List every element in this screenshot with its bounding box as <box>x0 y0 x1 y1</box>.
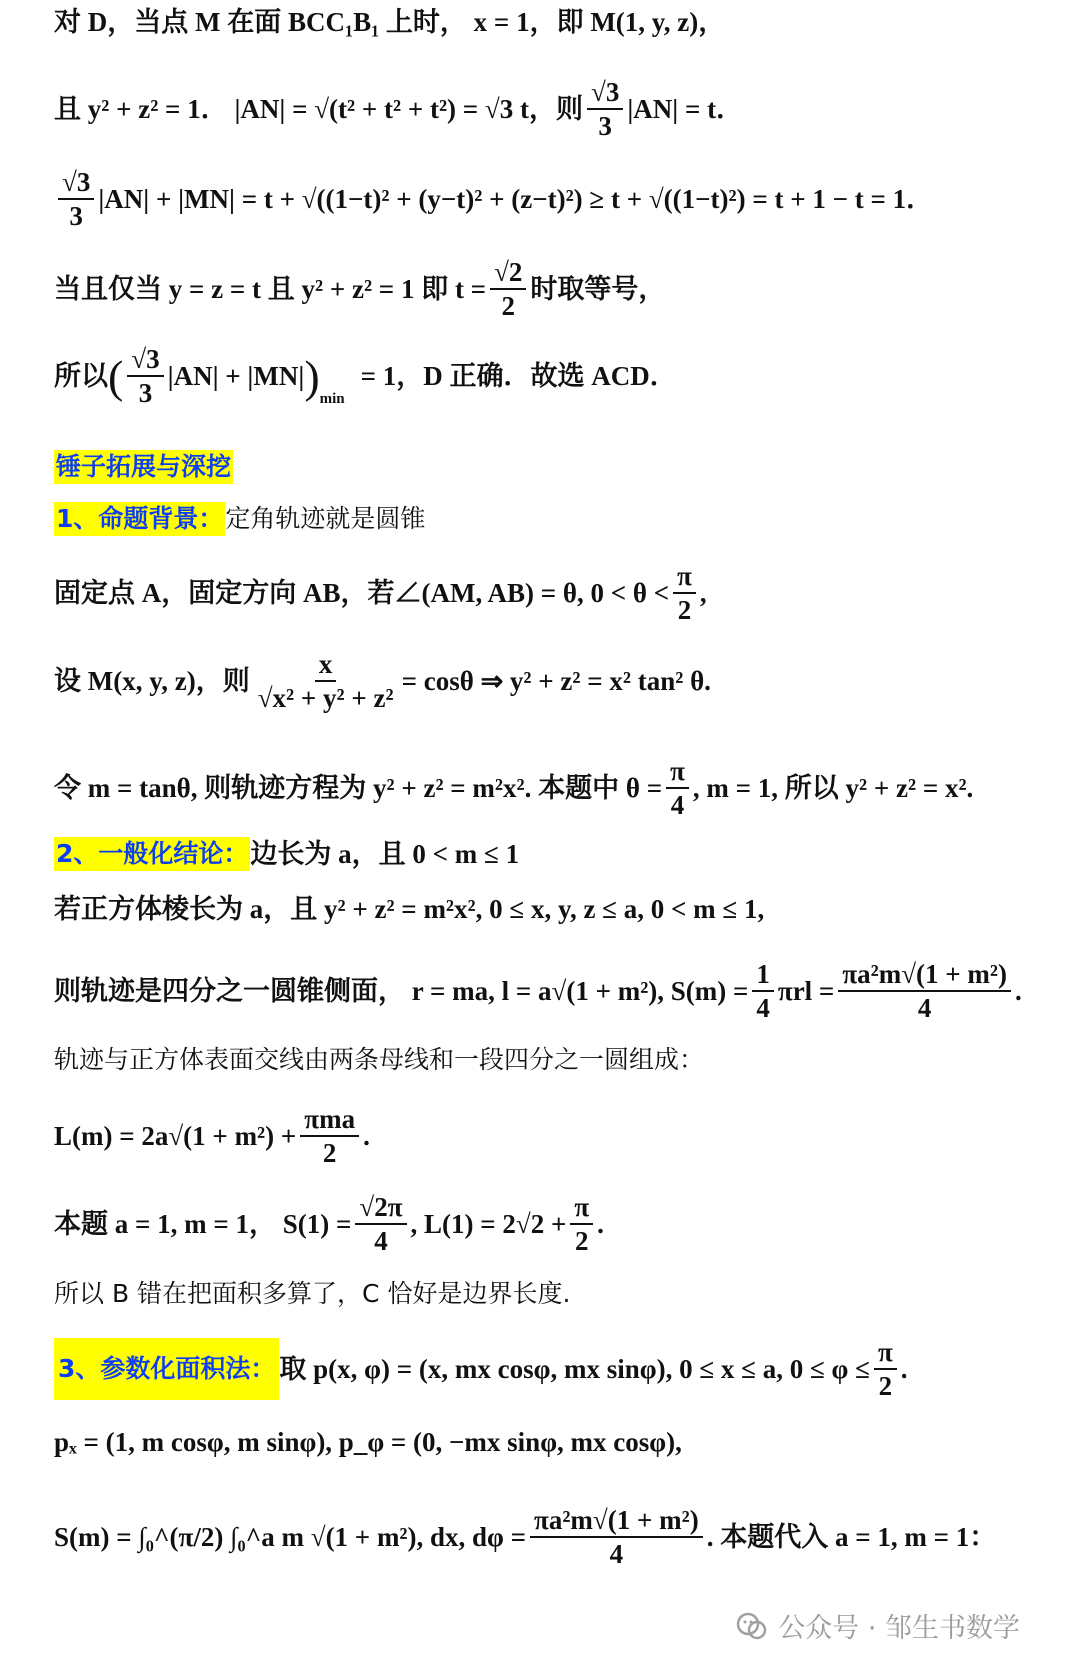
fraction-pima-over-2: $\frac{\text{πma}}{2}$ <box>300 1105 359 1168</box>
text-line-14: L(m) = 2a√(1 + m²) + $\frac{\text{πma}}{2}$ . <box>54 1104 370 1169</box>
heading-3-row: 3、参数化面积法： 取 p(x, φ) = (x, mx cosφ, mx sinφ), 0 ≤ x ≤ a, 0 ≤ φ ≤ $\frac{\pi}{2}$ . <box>54 1338 908 1401</box>
heading-3-text: 取 p(x, φ) = (x, mx cosφ, mx sinφ), 0 ≤ x ≤ a, 0 ≤ φ ≤ <box>279 1354 870 1385</box>
heading-3-label: 3、参数化面积法： <box>54 1338 279 1400</box>
text-line-3 <box>54 168 933 231</box>
inequality-chain: |AN| + |MN| = t + √((1−t)² + (y−t)² + (z−t)²) ≥ t + √((1−t)²) = t + 1 − t = 1． <box>98 184 934 215</box>
text-line-12: 则轨迹是四分之一圆锥侧面， r = ma, l = a√(1 + m²), S(m) = $\frac{1}{4}$ πrl = $\frac{\text{πa²m√(1 + m²)}}{4}$ . <box>54 959 1022 1024</box>
watermark <box>734 1606 1020 1645</box>
section-title: 锤子拓展与深挖 <box>54 450 233 484</box>
text-line-18: pₓ = (1, m cosφ, m sinφ), p_φ = (0, −mx sinφ, mx cosφ), <box>54 1427 682 1457</box>
heading-2-row <box>54 837 519 871</box>
min-subscript: min <box>319 390 345 407</box>
wechat-icon <box>734 1608 770 1644</box>
text-line-1 <box>54 6 725 38</box>
text-line-9: 令 m = tanθ, 则轨迹方程为 y² + z² = m²x². 本题中 θ = $\frac{\pi}{4}$ , m = 1, 所以 y² + z² = x². <box>54 756 974 821</box>
equality-condition: 当且仅当 y = z = t 且 y² + z² = 1 即 t = <box>54 274 487 305</box>
text-line-5: 所以 ( √ $\frac{3}{3}$ |AN| + |MN| ) min = 1，D 正确．故选 ACD． <box>54 345 677 408</box>
heading-2-label: 2、一般化结论： <box>54 837 250 871</box>
an-length: 且 y² + z² = 1． |AN| = √(t² + t² + t²) = √3 t，则 <box>54 94 583 125</box>
text-line-8: 设 M(x, y, z)，则 x √ x² + y² + z² = cosθ ⇒ y² + z² = x² tan² θ. <box>54 650 711 713</box>
text-line-16: 所以 B 错在把面积多算了，C 恰好是边界长度. <box>54 1279 571 1308</box>
text-line-2 <box>54 78 743 141</box>
watermark-text: 公众号 · 邹生书数学 <box>778 1613 1020 1644</box>
fraction-sqrt2pi-over-4: $\frac{√2\pi}{4}$ <box>355 1193 406 1256</box>
fraction-sqrt3-over-3: √ $\frac{3}{3}$ <box>587 78 623 141</box>
heading-1-label: 1、命题背景： <box>54 502 225 536</box>
heading-2-text: 边长为 a，且 0 < m ≤ 1 <box>250 838 520 869</box>
fraction-sqrt3-over-3: √ $\frac{3}{3}$ <box>58 168 94 231</box>
heading-1-row <box>54 502 425 536</box>
fraction-pi-over-2: $\frac{\pi}{2}$ <box>570 1193 593 1256</box>
case-d-statement: 对 D，当点 M 在面 BCC₁B₁ 上时， x = 1，即 M(1, y, z)， <box>54 7 726 37</box>
fraction-pi-over-2: $\frac{\pi}{2}$ <box>874 1338 897 1401</box>
fraction-sqrt3-over-3: √ $\frac{3}{3}$ <box>127 345 163 408</box>
text-line-11: 若正方体棱长为 a，且 y² + z² = m²x², 0 ≤ x, y, z ≤ a, 0 < m ≤ 1, <box>54 894 765 924</box>
fraction-x-over-norm: x √ x² + y² + z² <box>254 650 398 713</box>
heading-1-text: 定角轨迹就是圆锥 <box>225 504 426 533</box>
text-line-15: 本题 a = 1, m = 1， S(1) = $\frac{√2\pi}{4}$ , L(1) = 2√2 + $\frac{\pi}{2}$ . <box>54 1192 604 1257</box>
text-line-13: 轨迹与正方体表面交线由两条母线和一段四分之一圆组成： <box>54 1045 705 1074</box>
fraction-area-formula: $\frac{\text{πa²m√(1 + m²)}}{4}$ <box>530 1506 703 1569</box>
fraction-pi-over-2: $\frac{\pi}{2}$ <box>673 562 696 625</box>
fraction-area-formula: $\frac{\text{πa²m√(1 + m²)}}{4}$ <box>838 960 1011 1023</box>
an-relation: |AN| = t． <box>627 94 744 125</box>
fraction-1-over-4: $\frac{1}{4}$ <box>752 960 774 1023</box>
conclusion: = 1，D 正确．故选 ACD． <box>360 361 677 392</box>
fraction-pi-over-4: $\frac{\pi}{4}$ <box>666 757 689 820</box>
text-line-4: 当且仅当 y = z = t 且 y² + z² = 1 即 t = √ $\frac{2}{2}$ 时取等号， <box>54 258 665 321</box>
text-line-19: S(m) = ∫₀^(π/2) ∫₀^a m √(1 + m²), dx, dφ = $\frac{\text{πa²m√(1 + m²)}}{4}$ . 本题代入 a = 1, m = 1： <box>54 1505 997 1570</box>
text-line-7: 固定点 A，固定方向 AB，若∠(AM, AB) = θ, 0 < θ < $\frac{\pi}{2}$ , <box>54 561 707 626</box>
section-title-row <box>54 450 233 484</box>
fraction-sqrt2-over-2: √ $\frac{2}{2}$ <box>490 258 526 321</box>
